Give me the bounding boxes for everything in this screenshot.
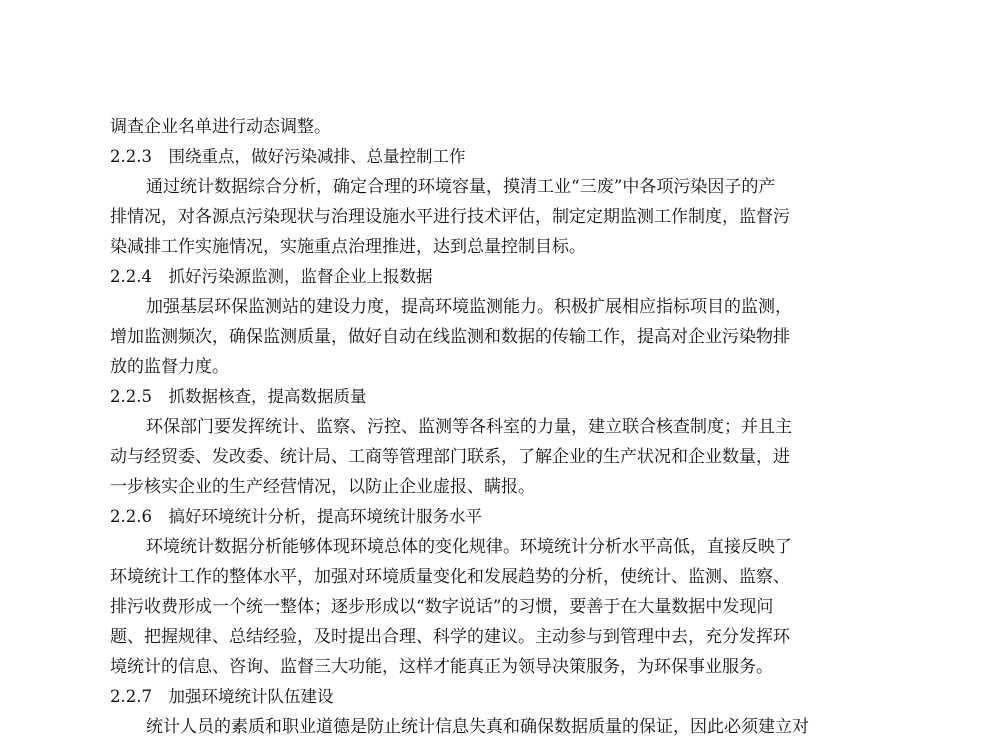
section-heading-2-2-3: 2.2.3 围绕重点，做好污染减排、总量控制工作 xyxy=(110,147,466,166)
paragraph-line: 统计人员的素质和职业道德是防止统计信息失真和确保数据质量的保证，因此必须建立对 xyxy=(146,717,809,737)
paragraph-line: 境统计的信息、咨询、监督三大功能，这样才能真正为领导决策服务，为环保事业服务。 xyxy=(110,657,773,677)
paragraph-line: 排情况，对各源点污染现状与治理设施水平进行技术评估，制定定期监测工作制度，监督污 xyxy=(110,207,790,227)
paragraph-line: 环保部门要发挥统计、监察、污控、监测等各科室的力量，建立联合核查制度；并且主 xyxy=(146,417,792,437)
paragraph-line: 题、把握规律、总结经验，及时提出合理、科学的建议。主动参与到管理中去，充分发挥环 xyxy=(110,627,790,647)
paragraph-line: 排污收费形成一个统一整体；逐步形成以“数字说话”的习惯，要善于在大量数据中发现问 xyxy=(110,597,774,617)
section-heading-2-2-5: 2.2.5 抓数据核查，提高数据质量 xyxy=(110,387,367,406)
paragraph-line: 调查企业名单进行动态调整。 xyxy=(110,117,331,137)
paragraph-line: 通过统计数据综合分析，确定合理的环境容量，摸清工业“三废”中各项污染因子的产 xyxy=(146,177,776,197)
paragraph-line: 增加监测频次，确保监测质量，做好自动在线监测和数据的传输工作，提高对企业污染物排 xyxy=(110,327,790,347)
paragraph-line: 一步核实企业的生产经营情况，以防止企业虚报、瞒报。 xyxy=(110,477,535,497)
document-body xyxy=(110,112,915,742)
paragraph-line: 动与经贸委、发改委、统计局、工商等管理部门联系，了解企业的生产状况和企业数量，进 xyxy=(110,447,790,467)
paragraph-line: 环境统计数据分析能够体现环境总体的变化规律。环境统计分析水平高低，直接反映了 xyxy=(146,537,792,557)
paragraph-line: 染减排工作实施情况，实施重点治理推进，达到总量控制目标。 xyxy=(110,237,586,257)
paragraph-line: 放的监督力度。 xyxy=(110,357,229,377)
paragraph-line: 环境统计工作的整体水平，加强对环境质量变化和发展趋势的分析，使统计、监测、监察、 xyxy=(110,567,790,587)
section-heading-2-2-7: 2.2.7 加强环境统计队伍建设 xyxy=(110,687,334,706)
section-heading-2-2-4: 2.2.4 抓好污染源监测，监督企业上报数据 xyxy=(110,267,433,286)
section-heading-2-2-6: 2.2.6 搞好环境统计分析，提高环境统计服务水平 xyxy=(110,507,482,526)
paragraph-line: 加强基层环保监测站的建设力度，提高环境监测能力。积极扩展相应指标项目的监测， xyxy=(146,297,792,317)
